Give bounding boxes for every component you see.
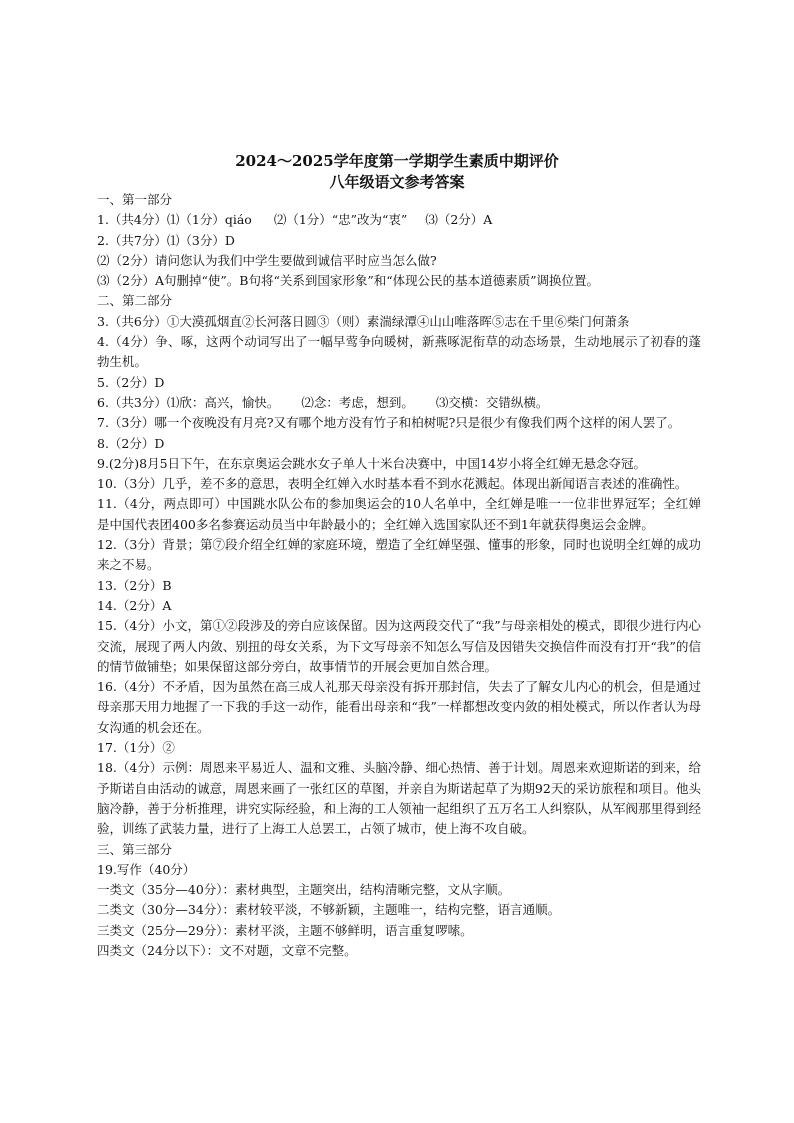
answer-q1-part3: ⑶（2分）A: [425, 212, 493, 228]
answer-q18: 18.（4分）示例：周恩来平易近人、温和文雅、头脑冷静、细心热情、善于计划。周恩来欢迎斯诺的到来，给予斯诺自由活动的诚意，周恩来画了一张红区的草图，并亲自为斯诺起草了为期92天的采访旅程和项目。他头脑冷静，善于分析推理，讲究实际经验，和上海的工人领袖一起组织了五万名工人纠察队，从军阀那里得到经验，训练了武装力量，进行了上海工人总罢工，占领了城市，使上海不攻自破。: [97, 760, 701, 837]
answer-q1-part2: ⑵（1分）“忠”改为“衷”: [273, 212, 408, 228]
answer-q2-part2: ⑵（2分）请问您认为我们中学生要做到诚信平时应当怎么做?: [97, 252, 437, 268]
section-heading-1: 一、第一部分: [97, 192, 173, 207]
answer-q3: 3.（共6分）①大漠孤烟直②长河落日圆③（则）素湍绿潭④山山唯落晖⑤志在千里⑥柴门何萧条: [97, 313, 630, 329]
section-heading-2: 二、第二部分: [97, 293, 173, 309]
document-subtitle: 八年级语文参考答案: [329, 173, 465, 191]
answer-content: [97, 190, 701, 961]
answer-q6-part3: ⑶交横：交错纵横。: [435, 394, 549, 410]
answer-q12: 12.（3分）背景；第⑦段介绍全红婵的家庭环境，塑造了全红婵坚强、懂事的形象，同时也说明全红婵的成功来之不易。: [97, 537, 701, 573]
answer-q2-part3: ⑶（2分）A句删掉“使”。B句将“关系到国家形象”和“体现公民的基本道德素质”调换位置。: [97, 273, 600, 289]
answer-q2-part1: 2.（共7分）⑴（3分）D: [97, 232, 235, 248]
answer-q10: 10.（3分）几乎，差不多的意思，表明全红婵入水时基本看不到水花溅起。体现出新闻语言表述的准确性。: [97, 476, 688, 492]
document-title: 2024～2025学年度第一学期学生素质中期评价: [235, 152, 559, 170]
grading-level-1: 一类文（35分—40分）：素材典型，主题突出，结构清晰完整，文从字顺。: [97, 882, 511, 898]
answer-q19: 19.写作（40分）: [97, 861, 196, 877]
answer-q6-part2: ⑵念：考虑，想到。: [301, 394, 414, 410]
grading-level-2: 二类文（30分—34分）：素材较平淡，不够新颖，主题唯一，结构完整，语言通顺。: [97, 902, 561, 918]
answer-q9: 9.(2分)8月5日下午，在东京奥运会跳水女子单人十米台决赛中，中国14岁小将全红婵无悬念夺冠。: [97, 455, 646, 471]
grading-level-4: 四类文（24分以下）：文不对题，文章不完整。: [97, 942, 357, 958]
section-heading-3: 三、第三部分: [97, 841, 173, 857]
answer-q4: 4.（4分）争、啄，这两个动词写出了一幅早莺争向暖树，新燕啄泥衔草的动态场景，生动地展示了初春的蓬勃生机。: [97, 334, 701, 370]
answer-q7: 7.（3分）哪一个夜晚没有月亮?又有哪个地方没有竹子和柏树呢?只是很少有像我们两个这样的闲人罢了。: [97, 415, 681, 431]
answer-q11: 11.（4分，两点即可）中国跳水队公布的参加奥运会的10人名单中，全红婵是唯一一位非世界冠军；全红婵是中国代表团400多名参赛运动员当中年龄最小的；全红婵入选国家队还不到1年就获得奥运会金牌。: [97, 496, 701, 532]
answer-q14: 14.（2分）A: [97, 597, 172, 613]
answer-q16: 16.（4分）不矛盾，因为虽然在高三成人礼那天母亲没有拆开那封信，失去了了解女儿内心的机会，但是通过母亲那天用力地握了一下我的手这一动作，能看出母亲和“我”一样都想改变内敛的相处模式，所以作者认为母女沟通的机会还在。: [97, 679, 701, 735]
answer-q8: 8.（2分）D: [97, 435, 165, 451]
answer-q1-part1: 1.（共4分）⑴（1分）qiáo: [97, 212, 252, 228]
answer-q6-part1: 6.（共3分）⑴欣：高兴，愉快。: [97, 394, 280, 410]
answer-q5: 5.（2分）D: [97, 374, 165, 390]
answer-q6: [97, 393, 701, 413]
answer-q13: 13.（2分）B: [97, 577, 172, 593]
grading-level-3: 三类文（25分—29分）：素材平淡，主题不够鲜明，语言重复啰嗦。: [97, 922, 473, 938]
answer-q1: [97, 210, 701, 230]
answer-q17: 17.（1分）②: [97, 740, 175, 756]
answer-q15: 15.（4分）小文，第①②段涉及的旁白应该保留。因为这两段交代了“我”与母亲相处的模式，即很少进行内心交流，展现了两人内敛、别扭的母女关系，为下文写母亲不知怎么写信及因错失交换信件而没有打开“我”的信的情节做铺垫；如果保留这部分旁白，故事情节的开展会更加自然合理。: [97, 618, 701, 674]
